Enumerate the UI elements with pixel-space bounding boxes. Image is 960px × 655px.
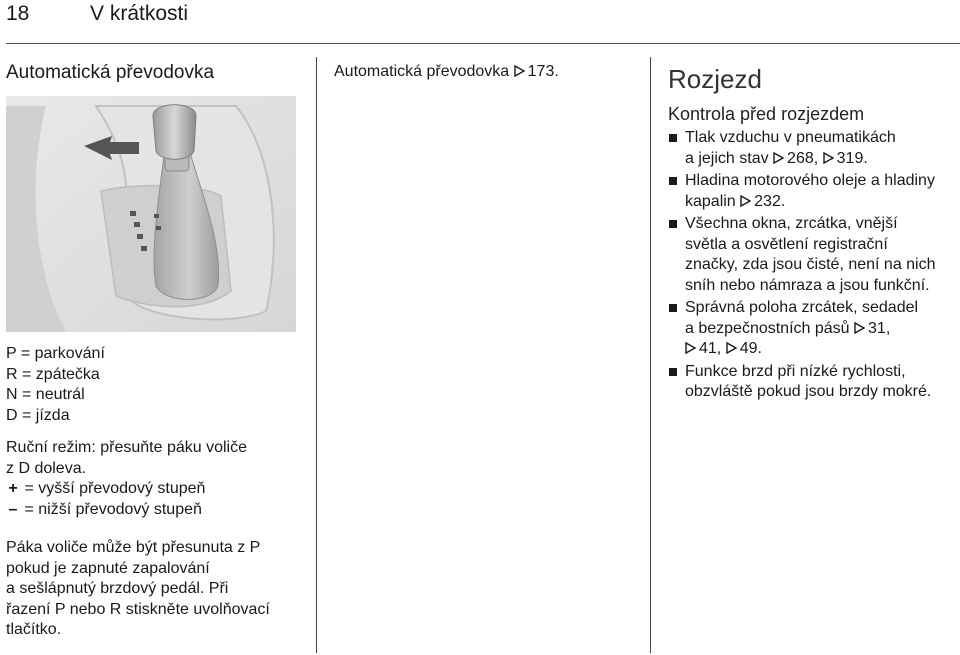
- bullet-icon: [669, 220, 677, 228]
- section-heading: Rozjezd: [668, 64, 762, 94]
- text-line: Funkce brzd při nízké rychlosti,: [685, 362, 906, 380]
- text-line: Všechna okna, zrcátka, vnější: [685, 215, 898, 232]
- text-line: tlačítko.: [6, 621, 62, 638]
- list-item: [668, 128, 960, 169]
- bullet-icon: [669, 304, 677, 312]
- page-reference-arrow-icon: [854, 322, 865, 334]
- definition-item: N = neutrál: [6, 386, 85, 403]
- page-reference-arrow-icon: [773, 152, 784, 164]
- column-divider-right: [650, 57, 651, 653]
- page-reference-arrow-icon: [823, 152, 834, 164]
- page-reference-arrow-icon: [726, 342, 737, 354]
- text-line: a bezpečnostních pásů 31,: [685, 319, 891, 337]
- reference-page[interactable]: 31,: [868, 319, 891, 337]
- text-line: Správná poloha zrcátek, sedadel: [685, 299, 919, 316]
- manual-mode-paragraph: [6, 438, 247, 520]
- definition-item: D = jízda: [6, 406, 70, 424]
- lever-paragraph: [6, 538, 270, 641]
- column-divider-left: [316, 57, 317, 653]
- page-title: V krátkosti: [90, 2, 189, 25]
- text-line: Páka voliče může být přesunuta z P: [6, 539, 261, 556]
- list-item: [668, 214, 960, 296]
- text-line: obzvláště pokud jsou brzdy mokré.: [685, 383, 932, 400]
- text-line: kapalin 232.: [685, 192, 786, 210]
- upshift-text: = vyšší převodový stupeň: [20, 480, 206, 497]
- reference-page[interactable]: 268,: [787, 149, 823, 167]
- page-reference-arrow-icon: [740, 195, 751, 207]
- upshift-line: [6, 479, 247, 500]
- text-line: sníh nebo námraza a jsou funkční.: [685, 276, 930, 294]
- text-line: značky, zda jsou čisté, není na nich: [685, 256, 936, 273]
- definition-item: P = parkování: [6, 345, 105, 362]
- reference-page[interactable]: 319.: [836, 149, 868, 167]
- reference-page[interactable]: 49.: [739, 340, 762, 357]
- list-item: [668, 298, 960, 360]
- text-line: a sešlápnutý brzdový pedál. Při: [6, 580, 229, 597]
- plus-symbol: +: [8, 480, 18, 497]
- text-line: řazení P nebo R stiskněte uvolňovací: [6, 600, 270, 618]
- reference-text: Automatická převodovka: [334, 63, 510, 80]
- section-heading: Automatická převodovka: [6, 62, 215, 83]
- gear-selector-illustration: [6, 96, 296, 332]
- reference-page[interactable]: 232.: [754, 192, 786, 210]
- header-divider: [6, 43, 960, 44]
- text-line: světla a osvětlení registrační: [685, 235, 888, 253]
- text-line: Hladina motorového oleje a hladiny: [685, 172, 935, 189]
- bullet-icon: [669, 177, 677, 185]
- bullet-icon: [669, 134, 677, 142]
- cross-reference: [334, 63, 559, 81]
- text-line: Tlak vzduchu v pneumatikách: [685, 129, 896, 146]
- gear-definitions: [6, 344, 105, 426]
- pre-drive-checklist: [668, 128, 960, 405]
- text-line: a jejich stav 268, 319.: [685, 149, 868, 167]
- bullet-icon: [669, 368, 677, 376]
- page-number: 18: [6, 2, 30, 25]
- list-item: [668, 171, 960, 212]
- downshift-text: = nižší převodový stupeň: [20, 500, 202, 518]
- text-line: z D doleva.: [6, 459, 87, 477]
- page-reference-arrow-icon: [514, 65, 525, 77]
- subsection-heading: Kontrola před rozjezdem: [668, 104, 865, 124]
- text-line: pokud je zapnuté zapalování: [6, 559, 210, 577]
- downshift-line: [6, 500, 247, 521]
- text-line: [685, 339, 960, 360]
- reference-page[interactable]: 173.: [527, 63, 559, 80]
- reference-page[interactable]: 41,: [699, 340, 726, 357]
- page-reference-arrow-icon: [685, 342, 696, 354]
- minus-symbol: –: [8, 500, 18, 518]
- text-line: Ruční režim: přesuňte páku voliče: [6, 439, 247, 456]
- definition-item: R = zpátečka: [6, 365, 100, 383]
- list-item: [668, 362, 960, 403]
